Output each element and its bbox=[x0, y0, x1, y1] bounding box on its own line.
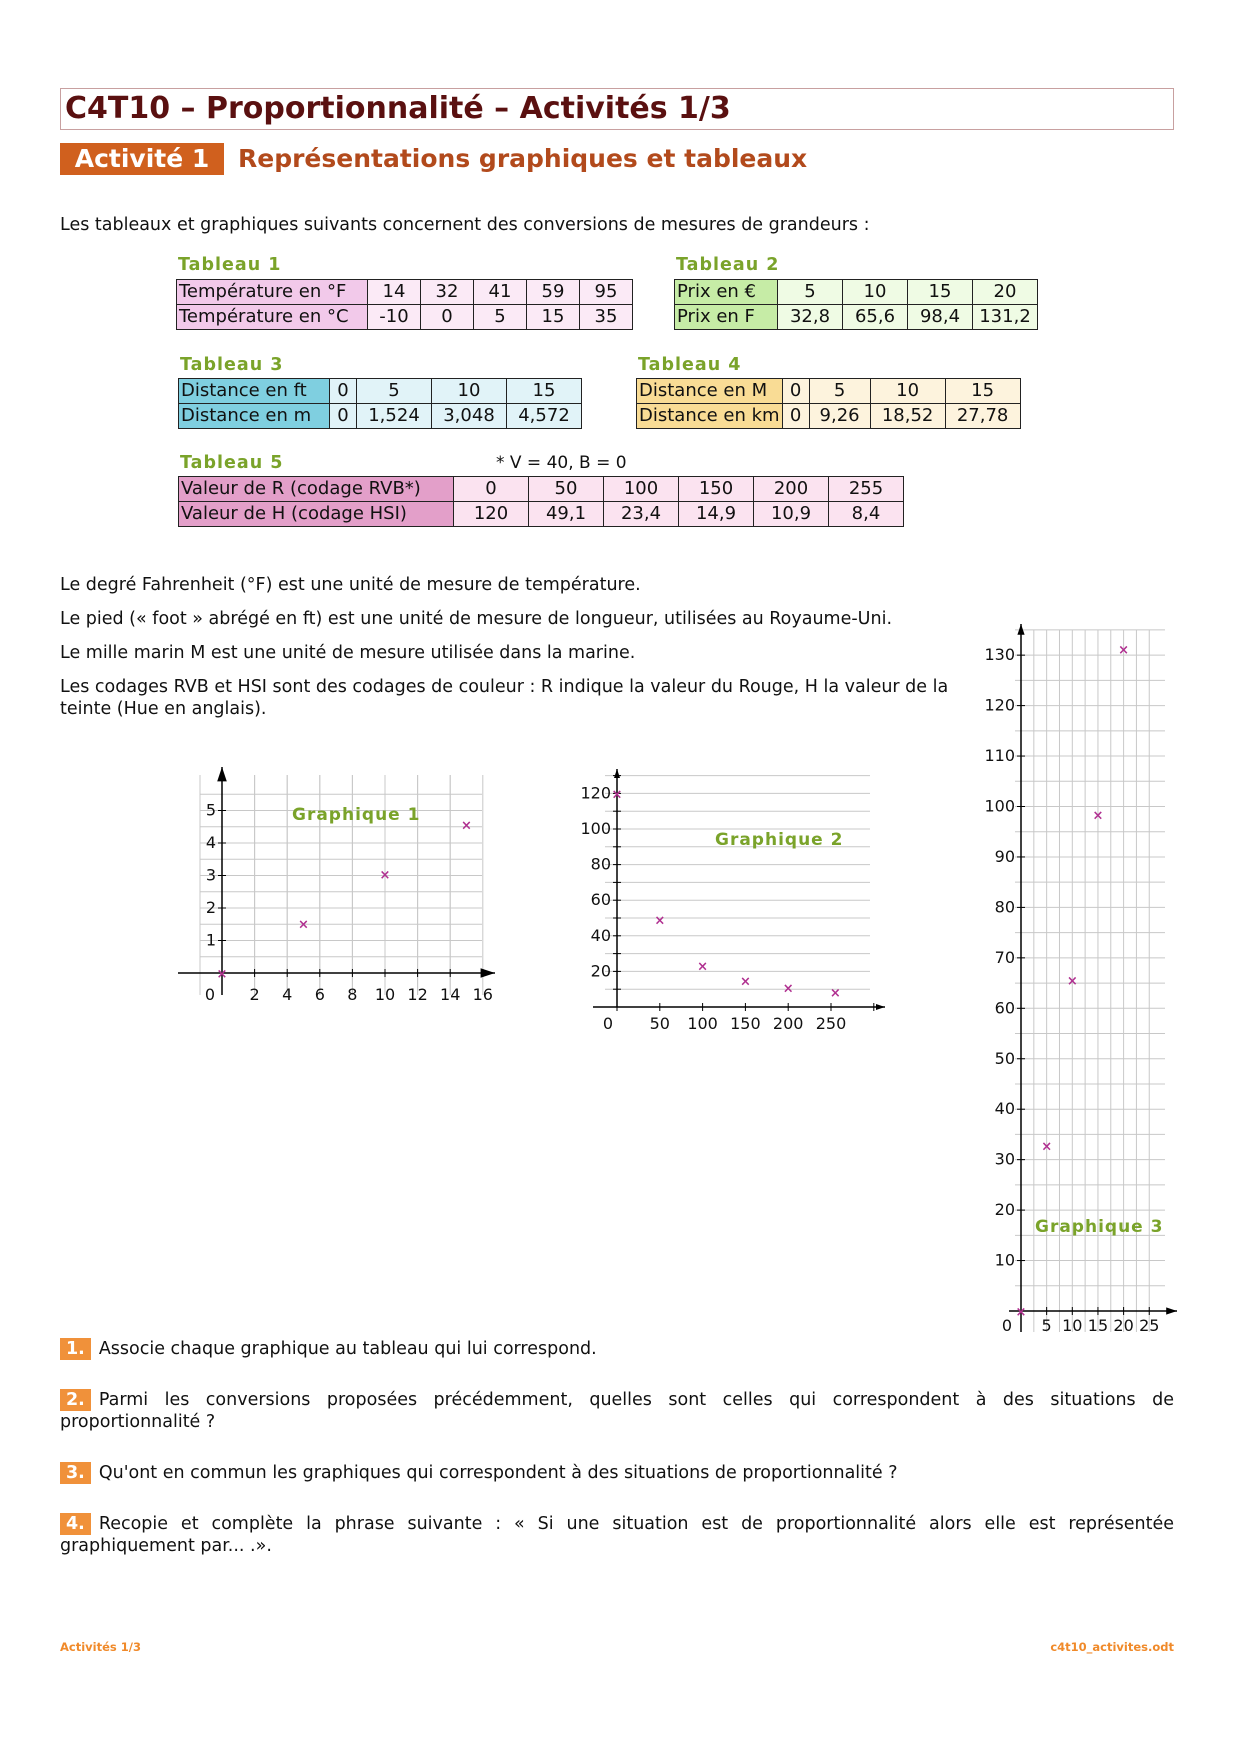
table-cell: 15 bbox=[507, 379, 582, 404]
table-3 bbox=[178, 378, 582, 429]
table-cell: 10 bbox=[870, 379, 945, 404]
data-point: × bbox=[697, 959, 709, 975]
table-1-label: Tableau 1 bbox=[178, 255, 282, 275]
x-tick-label: 15 bbox=[1087, 1316, 1109, 1335]
data-point: × bbox=[611, 787, 623, 803]
y-tick-label: 60 bbox=[994, 998, 1015, 1018]
table-head: Distance en km bbox=[637, 404, 783, 429]
x-tick-label: 20 bbox=[1113, 1316, 1134, 1335]
table-cell: 5 bbox=[778, 280, 843, 305]
graph-1 bbox=[170, 765, 510, 1020]
table-cell: 0 bbox=[330, 379, 357, 404]
table-cell: 1,524 bbox=[357, 404, 432, 429]
data-point: × bbox=[1066, 974, 1078, 990]
table-row bbox=[675, 305, 1038, 330]
table-cell: 20 bbox=[973, 280, 1038, 305]
table-row bbox=[675, 280, 1038, 305]
y-tick-label: 40 bbox=[994, 1099, 1015, 1119]
y-axis-arrow-icon bbox=[217, 767, 227, 781]
graph-title: Graphique 3 bbox=[1035, 1217, 1164, 1237]
table-4-label: Tableau 4 bbox=[638, 355, 742, 375]
table-cell: 0 bbox=[782, 379, 809, 404]
table-cell: 49,1 bbox=[529, 502, 604, 527]
x-tick-label: 2 bbox=[249, 985, 260, 1004]
intro-text: Les tableaux et graphiques suivants concernent des conversions de mesures de grandeurs : bbox=[60, 215, 870, 235]
table-head: Distance en m bbox=[179, 404, 330, 429]
data-point: × bbox=[1118, 643, 1130, 659]
data-point: × bbox=[829, 986, 841, 1002]
y-tick-label: 120 bbox=[984, 695, 1015, 715]
x-axis-arrow-icon bbox=[1166, 1307, 1177, 1314]
paragraph: Le degré Fahrenheit (°F) est une unité de mesure de température. bbox=[60, 575, 641, 595]
x-tick-label: 100 bbox=[687, 1014, 718, 1033]
table-row bbox=[179, 502, 904, 527]
data-point: × bbox=[216, 967, 228, 982]
paragraph: Le mille marin M est une unité de mesure utilisée dans la marine. bbox=[60, 643, 636, 663]
table-cell: 255 bbox=[829, 477, 904, 502]
y-axis-arrow-icon bbox=[1017, 624, 1024, 635]
data-point: × bbox=[1041, 1139, 1053, 1155]
question-text: Qu'ont en commun les graphiques qui correspondent à des situations de proportionnalité ? bbox=[98, 1463, 898, 1483]
table-cell: 5 bbox=[357, 379, 432, 404]
y-tick-label: 50 bbox=[994, 1048, 1015, 1068]
question-number: 1. bbox=[60, 1338, 91, 1360]
question-number: 4. bbox=[60, 1513, 91, 1535]
y-tick-label: 60 bbox=[590, 890, 611, 910]
y-tick-label: 80 bbox=[994, 897, 1015, 917]
table-cell: 15 bbox=[945, 379, 1020, 404]
y-tick-label: 120 bbox=[580, 783, 611, 803]
x-tick-label: 5 bbox=[1041, 1316, 1052, 1335]
table-5 bbox=[178, 476, 904, 527]
data-point: × bbox=[298, 917, 309, 933]
x-tick-label: 0 bbox=[602, 1014, 614, 1033]
table-cell: 3,048 bbox=[432, 404, 507, 429]
y-tick-label: 70 bbox=[994, 947, 1015, 967]
data-point: × bbox=[1092, 808, 1104, 824]
table-cell: 35 bbox=[580, 305, 633, 330]
data-point: × bbox=[379, 867, 391, 883]
y-tick-label: 1 bbox=[205, 930, 216, 950]
graph-2 bbox=[565, 765, 905, 1050]
x-tick-label: 16 bbox=[472, 985, 493, 1004]
table-cell: 32 bbox=[421, 280, 474, 305]
table-row bbox=[637, 404, 1021, 429]
table-cell: 15 bbox=[527, 305, 580, 330]
question-2 bbox=[60, 1389, 1174, 1433]
question-number: 3. bbox=[60, 1462, 91, 1484]
table-head: Prix en € bbox=[675, 280, 778, 305]
paragraph: Le pied (« foot » abrégé en ft) est une unité de mesure de longueur, utilisées au Royaume-Uni. bbox=[60, 609, 893, 629]
table-cell: 14 bbox=[368, 280, 421, 305]
x-tick-label: 12 bbox=[407, 985, 428, 1004]
x-tick-label: 10 bbox=[374, 985, 396, 1004]
y-tick-label: 2 bbox=[205, 898, 216, 917]
data-point: × bbox=[461, 818, 472, 834]
y-tick-label: 100 bbox=[580, 819, 611, 838]
table-cell: 8,4 bbox=[829, 502, 904, 527]
question-4 bbox=[60, 1513, 1174, 1557]
graph-title: Graphique 1 bbox=[292, 805, 421, 825]
y-tick-label: 130 bbox=[984, 645, 1015, 665]
y-tick-label: 90 bbox=[994, 846, 1015, 866]
table-3-label: Tableau 3 bbox=[180, 355, 284, 375]
paragraph: Les codages RVB et HSI sont des codages de couleur : R indique la valeur du Rouge, H la valeur de la teinte (Hue en anglais). bbox=[60, 677, 949, 719]
x-tick-label: 0 bbox=[1001, 1316, 1013, 1335]
table-cell: 32,8 bbox=[778, 305, 843, 330]
table-cell: 10 bbox=[843, 280, 908, 305]
y-axis-arrow-icon bbox=[614, 769, 620, 778]
table-cell: 5 bbox=[809, 379, 870, 404]
y-tick-label: 10 bbox=[994, 1250, 1015, 1270]
y-tick-label: 110 bbox=[984, 746, 1015, 766]
table-cell: 200 bbox=[754, 477, 829, 502]
table-cell: 131,2 bbox=[973, 305, 1038, 330]
table-cell: 50 bbox=[529, 477, 604, 502]
table-cell: 59 bbox=[527, 280, 580, 305]
activity-badge: Activité 1 bbox=[60, 143, 224, 175]
x-tick-label: 250 bbox=[815, 1014, 847, 1033]
y-tick-label: 30 bbox=[994, 1149, 1015, 1169]
table-head: Distance en ft bbox=[179, 379, 330, 404]
table-cell: 120 bbox=[454, 502, 529, 527]
table-row bbox=[179, 477, 904, 502]
table-row bbox=[179, 404, 582, 429]
page-title: C4T10 – Proportionnalité – Activités 1/3 bbox=[65, 91, 731, 126]
table-1 bbox=[176, 279, 633, 330]
table-row bbox=[179, 379, 582, 404]
table-cell: 0 bbox=[330, 404, 357, 429]
table-head: Température en °F bbox=[177, 280, 368, 305]
y-tick-label: 40 bbox=[590, 925, 611, 945]
table-cell: 150 bbox=[679, 477, 754, 502]
table-cell: 0 bbox=[782, 404, 809, 429]
y-tick-label: 3 bbox=[205, 865, 216, 885]
x-tick-label: 25 bbox=[1139, 1316, 1160, 1335]
question-number: 2. bbox=[60, 1389, 91, 1411]
table-cell: 14,9 bbox=[679, 502, 754, 527]
page-title-box bbox=[60, 88, 1174, 130]
table-row bbox=[177, 280, 633, 305]
y-tick-label: 100 bbox=[984, 796, 1015, 816]
table-cell: 95 bbox=[580, 280, 633, 305]
question-1 bbox=[60, 1338, 1174, 1360]
table-5-note: * V = 40, B = 0 bbox=[496, 453, 627, 473]
x-tick-label: 14 bbox=[440, 985, 461, 1004]
table-cell: 9,26 bbox=[809, 404, 870, 429]
table-row bbox=[177, 305, 633, 330]
x-tick-label: 0 bbox=[204, 985, 216, 1004]
table-row bbox=[637, 379, 1021, 404]
table-cell: 5 bbox=[474, 305, 527, 330]
activity-title: Représentations graphiques et tableaux bbox=[238, 144, 808, 173]
table-cell: 98,4 bbox=[908, 305, 973, 330]
table-cell: 0 bbox=[454, 477, 529, 502]
table-cell: 15 bbox=[908, 280, 973, 305]
table-cell: 65,6 bbox=[843, 305, 908, 330]
x-tick-label: 150 bbox=[730, 1014, 761, 1033]
table-cell: -10 bbox=[368, 305, 421, 330]
table-cell: 18,52 bbox=[870, 404, 945, 429]
y-tick-label: 20 bbox=[994, 1200, 1015, 1220]
table-4 bbox=[636, 378, 1021, 429]
data-point: × bbox=[782, 981, 794, 997]
x-tick-label: 4 bbox=[282, 985, 293, 1004]
footer-right: c4t10_activites.odt bbox=[1050, 1640, 1174, 1654]
table-cell: 41 bbox=[474, 280, 527, 305]
table-2-label: Tableau 2 bbox=[676, 255, 780, 275]
y-tick-label: 20 bbox=[590, 961, 611, 981]
footer-left: Activités 1/3 bbox=[60, 1640, 141, 1654]
x-tick-label: 10 bbox=[1062, 1316, 1083, 1335]
table-head: Valeur de H (codage HSI) bbox=[179, 502, 454, 527]
question-text: Associe chaque graphique au tableau qui lui correspond. bbox=[98, 1339, 597, 1359]
y-tick-label: 5 bbox=[205, 800, 216, 820]
x-tick-label: 8 bbox=[347, 985, 358, 1004]
table-cell: 0 bbox=[421, 305, 474, 330]
x-tick-label: 200 bbox=[772, 1014, 804, 1033]
table-cell: 10 bbox=[432, 379, 507, 404]
table-cell: 100 bbox=[604, 477, 679, 502]
graph-3 bbox=[975, 620, 1185, 1350]
table-cell: 23,4 bbox=[604, 502, 679, 527]
table-cell: 10,9 bbox=[754, 502, 829, 527]
table-head: Prix en F bbox=[675, 305, 778, 330]
table-head: Valeur de R (codage RVB*) bbox=[179, 477, 454, 502]
table-cell: 4,572 bbox=[507, 404, 582, 429]
data-point: × bbox=[739, 974, 751, 990]
question-3 bbox=[60, 1462, 1174, 1484]
table-head: Distance en M bbox=[637, 379, 783, 404]
table-5-label: Tableau 5 bbox=[180, 453, 284, 473]
table-2 bbox=[674, 279, 1038, 330]
question-text: Recopie et complète la phrase suivante : « Si une situation est de proportionnalité alors elle est représentée graphiquement par... .». bbox=[60, 1514, 1174, 1556]
table-head: Température en °C bbox=[177, 305, 368, 330]
data-point: × bbox=[654, 913, 666, 929]
x-axis-arrow-icon bbox=[876, 1004, 885, 1010]
y-tick-label: 80 bbox=[590, 854, 611, 874]
x-tick-label: 50 bbox=[649, 1014, 670, 1033]
question-text: Parmi les conversions proposées précédemment, quelles sont celles qui correspondent à des situations de proportionnalité ? bbox=[60, 1390, 1174, 1432]
data-point: × bbox=[1015, 1305, 1027, 1320]
x-tick-label: 6 bbox=[314, 985, 325, 1004]
graph-title: Graphique 2 bbox=[715, 830, 844, 850]
y-tick-label: 4 bbox=[205, 833, 216, 852]
table-cell: 27,78 bbox=[945, 404, 1020, 429]
